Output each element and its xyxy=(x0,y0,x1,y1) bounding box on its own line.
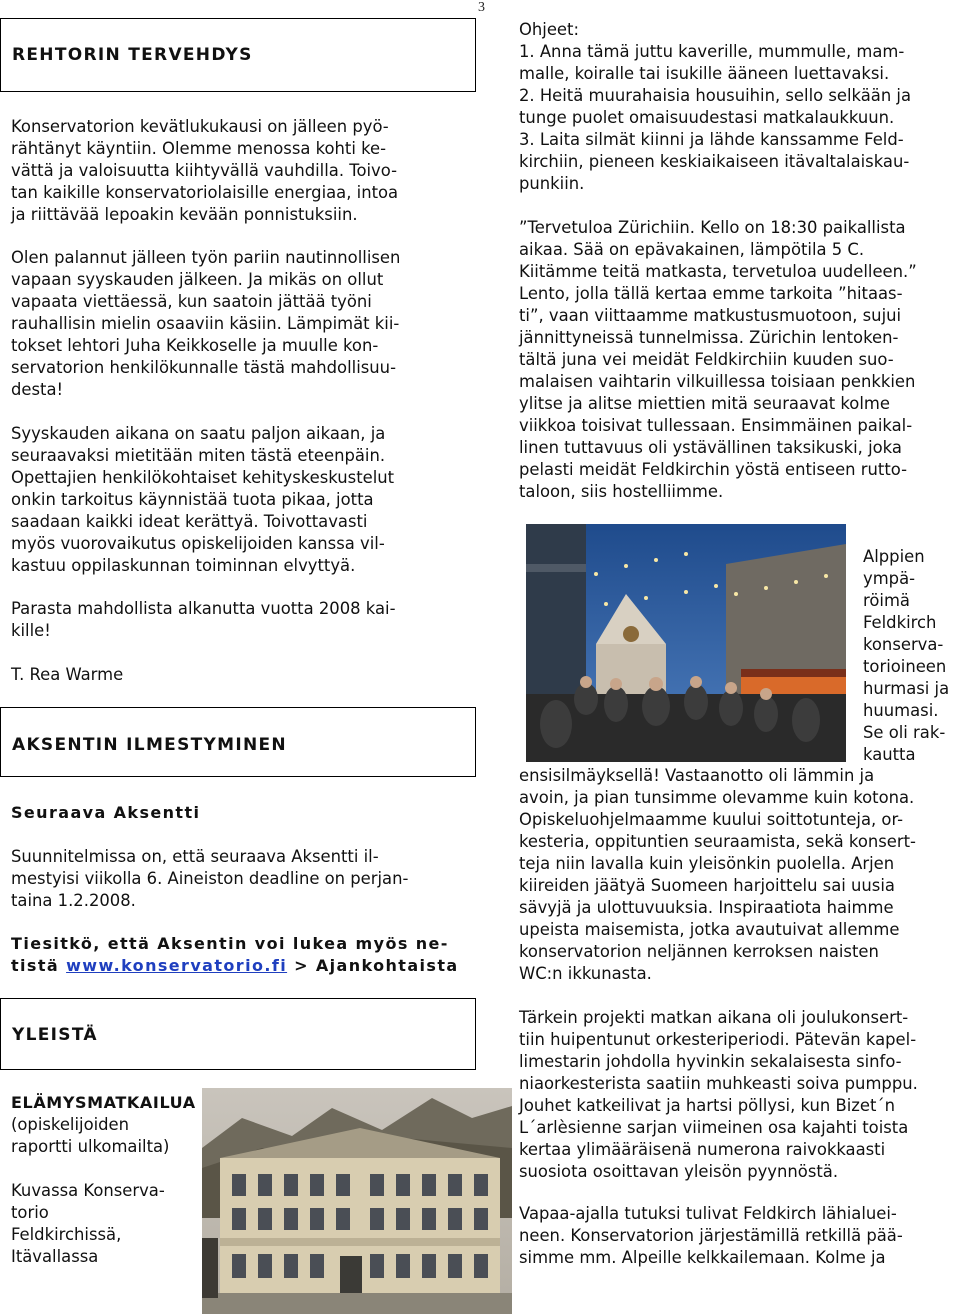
text-line: avoin, ja pian tunsimme olevamme kuin kotona. xyxy=(519,788,915,807)
text-line: kastuu oppilaskunnan toiminnan elvyttyä. xyxy=(11,556,356,575)
text-line: Opiskeluohjelmaamme kuului soittotunteja, or- xyxy=(519,810,904,829)
text-line: kille! xyxy=(11,621,51,640)
continue-paragraph xyxy=(519,765,960,985)
greeting-heading: REHTORIN TERVEHDYS xyxy=(12,45,253,65)
did-you-know-line1: Tiesitkö, että Aksentin voi lukea myös ne- xyxy=(11,934,449,953)
text-line: Kiitämme teitä matkasta, tervetuloa uudelleen.” xyxy=(519,262,917,281)
text-line: tunge puolet omaisuudestasi matkalaukkuun. xyxy=(519,108,895,127)
text-line: onkin tarkoitus käynnistää tuota pikaa, jotta xyxy=(11,490,374,509)
text-line: myös vuorovaikutus opiskelijoiden kanssa vil- xyxy=(11,534,385,553)
holiday-paragraph xyxy=(519,1203,960,1269)
text-line: torio xyxy=(11,1203,49,1222)
text-line: tältä juna vei meidät Feldkirchiin kuuden suo- xyxy=(519,350,894,369)
text-line: ylitse ja alitse miettien mitä seuraavat kolme xyxy=(519,394,890,413)
text-line: kiireiden jäätyä Suomeen harjoittelu sai uusia xyxy=(519,876,895,895)
text-line: torioineen xyxy=(863,657,947,676)
text-line: Se oli rak- xyxy=(863,723,946,742)
text-line: sävyjä ja ulottuvuuksia. Inspiraatiota haimme xyxy=(519,898,894,917)
text-line: 1. Anna tämä juttu kaverille, mummulle, mam- xyxy=(519,42,905,61)
text-line: limestarin johdolla hyvinkin sekalaisesta sinfo- xyxy=(519,1052,902,1071)
text-line: WC:n ikkunasta. xyxy=(519,964,652,983)
text-line: 3. Laita silmät kiinni ja lähde kanssamme Feld- xyxy=(519,130,904,149)
text-line: (opiskelijoiden xyxy=(11,1115,130,1134)
conservatory-building-image xyxy=(202,1088,512,1314)
text-line: aikaa. Sää on epävakainen, lämpötila 5 C. xyxy=(519,240,865,259)
travel-title: ELÄMYSMATKAILUA xyxy=(11,1093,196,1112)
text-line: vapaata viettäessä, kun saatoin jättää työni xyxy=(11,292,372,311)
text-line: konservatorion neljännen kerroksen naisten xyxy=(519,942,879,961)
text-line: servatorion henkilökunnalle tästä mahdollisuu- xyxy=(11,358,396,377)
text-line: mestyisi viikolla 6. Aineiston deadline on perjan- xyxy=(11,869,409,888)
text-line: Olen palannut jälleen työn pariin nautinnollisen xyxy=(11,248,401,267)
text-line: ympä- xyxy=(863,569,916,588)
text-line: rauhallisin mielin osaaviin käsiin. Lämpimät kii- xyxy=(11,314,400,333)
text-line: saadaan kaikki ideat kerättyä. Toivottavasti xyxy=(11,512,368,531)
text-line: simme mm. Alpeille kelkkailemaan. Kolme ja xyxy=(519,1248,886,1267)
conservatory-photo xyxy=(202,1088,512,1314)
text-line: tiin huipentunut orkesteriperiodi. Pätevän kapel- xyxy=(519,1030,917,1049)
appearance-heading: AKSENTIN ILMESTYMINEN xyxy=(12,735,287,755)
text-line: Alppien xyxy=(863,547,925,566)
text-line: kautta xyxy=(863,745,916,764)
text-line: ti”, vaan viittaamme matkustusmuotoon, sujui xyxy=(519,306,902,325)
signature: T. Rea Warme xyxy=(11,665,124,684)
text-line: vapaan syyskauden jälkeen. Ja mikäs on ollut xyxy=(11,270,384,289)
wrap-text xyxy=(863,546,960,766)
text-line: pelasti meidät Feldkirchin yöstä entiseen rutto- xyxy=(519,460,907,479)
did-you-know-prefix: tistä xyxy=(11,956,67,975)
feldkirch-market-image xyxy=(526,524,846,762)
greeting-paragraph-2 xyxy=(11,247,471,401)
text-line: suosiota osoittavan yleisön pyynnöstä. xyxy=(519,1162,839,1181)
photo-caption xyxy=(11,1180,201,1268)
text-line: Parasta mahdollista alkanutta vuotta 2008 kai- xyxy=(11,599,396,618)
text-line: jännittyneissä tunnelmissa. Zürichin lentoken- xyxy=(519,328,899,347)
greeting-heading-box xyxy=(0,18,476,92)
text-line: Feldkirchissä, xyxy=(11,1225,122,1244)
text-line: tan kaikille konservatoriolaisille energiaa, intoa xyxy=(11,183,399,202)
text-line: neen. Konservatorion järjestämillä retkillä pää- xyxy=(519,1226,903,1245)
text-line: Feldkirch xyxy=(863,613,937,632)
text-line: Kuvassa Konserva- xyxy=(11,1181,165,1200)
text-line: punkiin. xyxy=(519,174,585,193)
text-line: Konservatorion kevätlukukausi on jälleen pyö- xyxy=(11,117,389,136)
text-line: huumasi. xyxy=(863,701,939,720)
text-line: L´arlèsienne sarjan viimeinen osa kajahti toista xyxy=(519,1118,909,1137)
text-line: ensisilmäyksellä! Vastaanotto oli lämmin ja xyxy=(519,766,875,785)
text-line: Jouhet katkeilivat ja hartsi pöllysi, kun Bizet´n xyxy=(519,1096,895,1115)
text-line: ja riittävää lepoakin kevään ponnistuksiin. xyxy=(11,205,358,224)
text-line: hurmasi ja xyxy=(863,679,950,698)
text-line: Tärkein projekti matkan aikana oli joulukonsert- xyxy=(519,1008,909,1027)
text-line: desta! xyxy=(11,380,64,399)
text-line: Ohjeet: xyxy=(519,20,579,39)
did-you-know xyxy=(11,933,481,977)
page-number: 3 xyxy=(478,0,485,15)
appearance-heading-box xyxy=(0,707,476,777)
general-heading-box xyxy=(0,998,476,1070)
text-line: vättä ja valoisuutta kiihtyvällä vauhdilla. Toivo- xyxy=(11,161,397,180)
next-issue-paragraph xyxy=(11,846,471,912)
text-line: kertaa ylimääräisenä numerona raivokkaasti xyxy=(519,1140,886,1159)
text-line: kirchiin, pieneen keskiaikaiseen itävaltalaiskau- xyxy=(519,152,910,171)
text-line: teja niin lavalla kuin yleisönkin puolella. Arjen xyxy=(519,854,895,873)
text-line: taloon, siis hostelliimme. xyxy=(519,482,724,501)
text-line: Vapaa-ajalla tutuksi tulivat Feldkirch lähialuei- xyxy=(519,1204,897,1223)
text-line: taina 1.2.2008. xyxy=(11,891,136,910)
arrival-paragraph xyxy=(519,217,960,503)
text-line: Itävallassa xyxy=(11,1247,99,1266)
text-line: Opettajien henkilökohtaiset kehityskeskustelut xyxy=(11,468,395,487)
text-line: konserva- xyxy=(863,635,944,654)
christmas-market-photo xyxy=(526,524,846,762)
travel-subtitle xyxy=(11,1114,211,1158)
greeting-paragraph-3 xyxy=(11,423,471,577)
text-line: Suunnitelmissa on, että seuraava Aksentti il- xyxy=(11,847,379,866)
text-line: ”Tervetuloa Zürichiin. Kello on 18:30 paikallista xyxy=(519,218,906,237)
text-line: Syyskauden aikana on saatu paljon aikaan, ja xyxy=(11,424,386,443)
text-line: seuraavaksi mietitään miten tästä eteenpäin. xyxy=(11,446,386,465)
text-line: rähtänyt käyntiin. Olemme menossa kohti ke- xyxy=(11,139,387,158)
website-link[interactable]: www.konservatorio.fi xyxy=(66,956,288,975)
text-line: malle, koiralle tai isukille ääneen luettavaksi. xyxy=(519,64,890,83)
greeting-paragraph-1 xyxy=(11,116,471,226)
text-line: Lento, jolla tällä kertaa emme tarkoita ”hitaas- xyxy=(519,284,903,303)
text-line: malaisen vaihtarin vilkuillessa toisiaan penkkien xyxy=(519,372,916,391)
text-line: 2. Heitä muurahaisia housuihin, sello selkään ja xyxy=(519,86,912,105)
next-issue-title: Seuraava Aksentti xyxy=(11,803,201,822)
general-heading: YLEISTÄ xyxy=(12,1025,98,1045)
text-line: kesteria, oppituntien seuraamista, sekä konsert- xyxy=(519,832,916,851)
text-line: upeista maisemista, jotka avautuivat allemme xyxy=(519,920,900,939)
text-line: linen tuttavuus oli ystävällinen taksikuski, joka xyxy=(519,438,902,457)
text-line: niaorkesterista saatiin muhkeasti soiva pumppu. xyxy=(519,1074,918,1093)
project-paragraph xyxy=(519,1007,960,1183)
greeting-paragraph-4 xyxy=(11,598,471,642)
text-line: raportti ulkomailta) xyxy=(11,1137,170,1156)
text-line: tokset lehtori Juha Keikkoselle ja muulle kon- xyxy=(11,336,379,355)
text-line: röimä xyxy=(863,591,910,610)
did-you-know-line2 xyxy=(11,955,481,977)
did-you-know-suffix: > Ajankohtaista xyxy=(287,956,459,975)
instructions-paragraph xyxy=(519,19,960,195)
text-line: viikkoa toisivat tullessaan. Ensimmäinen paikal- xyxy=(519,416,913,435)
